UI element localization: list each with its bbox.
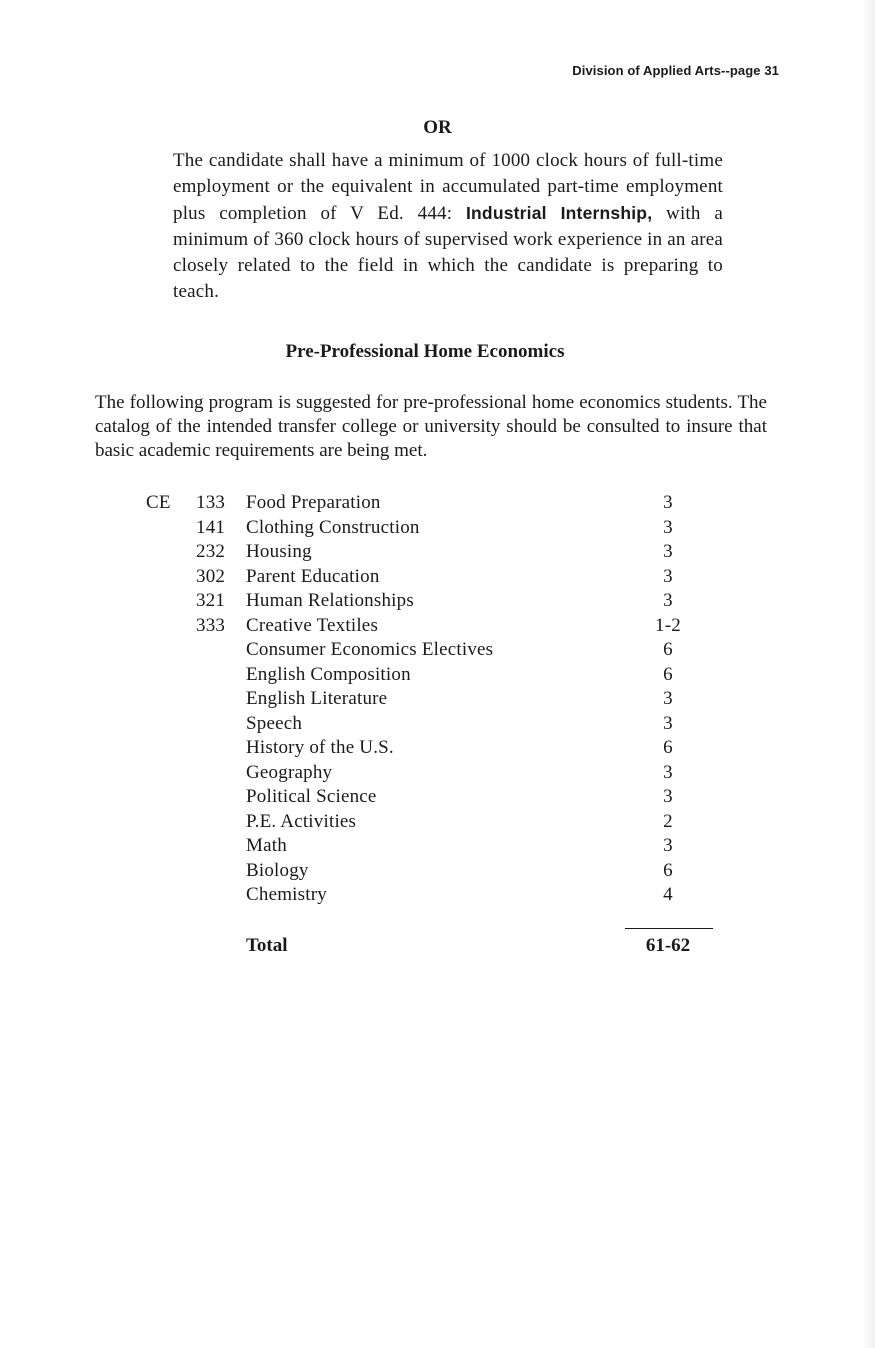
course-title: Food Preparation: [246, 492, 381, 513]
course-credits: 6: [663, 639, 673, 660]
course-number: 333: [196, 614, 226, 636]
running-head: Division of Applied Arts--page 31: [572, 63, 779, 78]
course-title: Creative Textiles: [246, 614, 379, 636]
internship-course-title: Industrial Internship,: [465, 203, 653, 223]
course-credits: 3: [663, 761, 673, 783]
course-row: [0, 884, 875, 909]
course-number: 232: [196, 541, 226, 562]
program-intro-paragraph: The following program is suggested for pre-professional home economics students. The catalog of the intended transfer college or university should be consulted to insure that basic academic requirements are being met.: [95, 392, 767, 461]
course-row: [0, 786, 875, 811]
course-credits: 1-2: [655, 614, 681, 636]
or-heading: OR: [423, 117, 452, 138]
requirement-text-part1: The candidate shall have a minimum of 1000 clock hours of full-time employment or the equivalent in accumulated part-time employment plus completion of V Ed. 444:: [173, 150, 723, 224]
course-row: [0, 615, 875, 640]
course-credits: 3: [663, 565, 673, 587]
course-title: P.E. Activities: [246, 810, 357, 832]
course-title: Speech: [246, 712, 303, 734]
course-row: [0, 492, 875, 517]
course-row: [0, 835, 875, 860]
course-credits: 3: [663, 492, 673, 513]
course-title: English Literature: [246, 688, 388, 709]
total-rule: [625, 928, 713, 929]
total-value: 61-62: [645, 935, 691, 956]
course-row: [0, 860, 875, 885]
course-credits: 6: [663, 663, 673, 685]
course-title: Housing: [246, 541, 312, 562]
course-number: 302: [196, 565, 226, 587]
course-title: Geography: [246, 761, 333, 783]
course-title: English Composition: [246, 663, 411, 685]
course-number: 133: [196, 492, 226, 513]
course-dept: CE: [146, 492, 171, 513]
course-title: Political Science: [246, 786, 377, 807]
course-number: 141: [196, 516, 226, 538]
course-credits: 3: [663, 835, 673, 856]
course-credits: 2: [663, 810, 673, 832]
course-row: [0, 688, 875, 713]
course-title: Clothing Construction: [246, 516, 420, 538]
course-title: Chemistry: [246, 884, 327, 905]
course-title: History of the U.S.: [246, 737, 394, 758]
requirement-text-part2: with a minimum of 360 clock hours of supervised work experience in an area closely related to the field in which the candidate is preparing to teach.: [173, 203, 723, 302]
course-title: Parent Education: [246, 565, 380, 587]
course-row: [0, 737, 875, 762]
course-title: Human Relationships: [246, 590, 414, 611]
requirement-paragraph: [173, 148, 723, 305]
course-credits: 6: [663, 737, 673, 758]
course-row: [0, 517, 875, 542]
course-row: [0, 713, 875, 738]
total-label: Total: [246, 935, 288, 956]
course-title: Consumer Economics Electives: [246, 639, 494, 660]
section-title: Pre-Professional Home Economics: [285, 341, 565, 362]
course-credits: 3: [663, 786, 673, 807]
course-row: [0, 541, 875, 566]
course-row: [0, 566, 875, 591]
course-row: [0, 811, 875, 836]
course-row: [0, 590, 875, 615]
course-title: Math: [246, 835, 287, 856]
course-credits: 4: [663, 884, 673, 905]
course-title: Biology: [246, 859, 309, 881]
course-credits: 3: [663, 688, 673, 709]
course-credits: 6: [663, 859, 673, 881]
course-table: [0, 492, 875, 909]
course-row: [0, 664, 875, 689]
course-row: [0, 762, 875, 787]
course-credits: 3: [663, 516, 673, 538]
course-row: [0, 639, 875, 664]
course-credits: 3: [663, 712, 673, 734]
course-credits: 3: [663, 541, 673, 562]
course-number: 321: [196, 590, 226, 611]
course-credits: 3: [663, 590, 673, 611]
